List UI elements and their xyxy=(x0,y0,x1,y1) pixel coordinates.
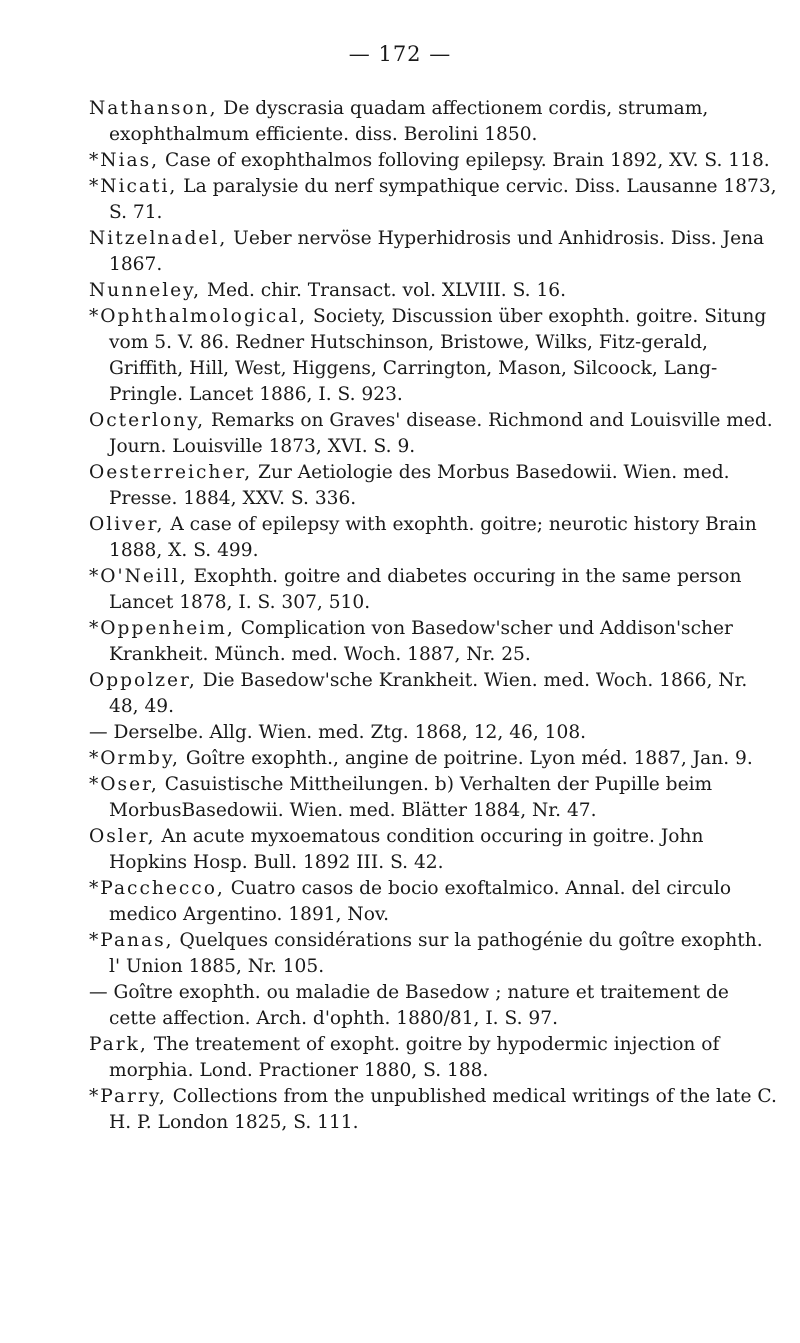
bibliography-entry xyxy=(89,668,779,720)
entry-author: *O'Neill, xyxy=(89,566,188,587)
entry-author: Park, xyxy=(89,1034,148,1055)
bibliography-entry xyxy=(89,278,779,304)
bibliography-entry xyxy=(89,1084,779,1136)
entry-text: Die Basedow'sche Krankheit. Wien. med. Woch. 1866, Nr. 48, 49. xyxy=(109,670,748,717)
entry-text: A case of epilepsy with exophth. goitre; neurotic history Brain 1888, X. S. 499. xyxy=(109,514,757,561)
bibliography-list xyxy=(89,96,779,1136)
entry-author: *Ormby, xyxy=(89,748,180,769)
page-number: — 172 — xyxy=(348,42,452,66)
entry-text: — Goître exophth. ou maladie de Basedow ; nature et traitement de cette affection. Arch. d'ophth. 1880/81, I. S. 97. xyxy=(89,982,729,1029)
bibliography-entry xyxy=(89,928,779,980)
bibliography-entry xyxy=(89,512,779,564)
entry-author: Oesterreicher, xyxy=(89,462,253,483)
entry-author: *Parry, xyxy=(89,1086,167,1107)
entry-text: Goître exophth., angine de poitrine. Lyon méd. 1887, Jan. 9. xyxy=(179,748,753,769)
bibliography-entry xyxy=(89,96,779,148)
bibliography-entry xyxy=(89,980,779,1032)
bibliography-entry xyxy=(89,824,779,876)
entry-author: *Nias, xyxy=(89,150,160,171)
bibliography-entry xyxy=(89,174,779,226)
entry-text: — Derselbe. Allg. Wien. med. Ztg. 1868, 12, 46, 108. xyxy=(89,722,587,743)
entry-text: De dyscrasia quadam affectionem cordis, strumam, exophthalmum efficiente. diss. Berolini 1850. xyxy=(109,98,709,145)
entry-author: *Oser, xyxy=(89,774,159,795)
entry-text: Complication von Basedow'scher und Addison'scher Krankheit. Münch. med. Woch. 1887, Nr. 25. xyxy=(109,618,733,665)
entry-text: Quelques considérations sur la pathogénie du goître exophth. l' Union 1885, Nr. 105. xyxy=(109,930,763,977)
entry-author: *Pacchecco, xyxy=(89,878,225,899)
bibliography-entry xyxy=(89,1032,779,1084)
bibliography-entry xyxy=(89,226,779,278)
entry-text: Zur Aetiologie des Morbus Basedowii. Wien. med. Presse. 1884, XXV. S. 336. xyxy=(109,462,730,509)
bibliography-entry xyxy=(89,746,779,772)
bibliography-entry xyxy=(89,720,779,746)
entry-text: Remarks on Graves' disease. Richmond and Louisville med. Journ. Louisville 1873, XVI. S. 9. xyxy=(109,410,773,457)
bibliography-entry xyxy=(89,304,779,408)
entry-author: Nitzelnadel, xyxy=(89,228,228,249)
entry-author: *Panas, xyxy=(89,930,174,951)
entry-author: Octerlony, xyxy=(89,410,206,431)
entry-author: Nunneley, xyxy=(89,280,202,301)
entry-author: *Oppenheim, xyxy=(89,618,235,639)
bibliography-entry xyxy=(89,564,779,616)
entry-text: Cuatro casos de bocio exoftalmico. Annal. del circulo medico Argentino. 1891, Nov. xyxy=(109,878,732,925)
bibliography-entry xyxy=(89,772,779,824)
entry-text: An acute myxoematous condition occuring in goitre. John Hopkins Hosp. Bull. 1892 III. S. 42. xyxy=(109,826,704,873)
entry-text: Casuistische Mittheilungen. b) Verhalten der Pupille beim MorbusBasedowii. Wien. med. Blätter 1884, Nr. 47. xyxy=(109,774,713,821)
entry-author: Oppolzer, xyxy=(89,670,197,691)
bibliography-entry xyxy=(89,148,779,174)
entry-author: Oliver, xyxy=(89,514,165,535)
entry-text: Case of exophthalmos folloving epilepsy. Brain 1892, XV. S. 118. xyxy=(159,150,770,171)
entry-text: Society, Discussion über exophth. goitre. Situng vom 5. V. 86. Redner Hutschinson, Bristowe, Wilks, Fitz-gerald, Griffith, Hill, West, Higgens, Carrington, Mason, Silcoock, Lang-Pringle. Lancet 1886, I. S. 923. xyxy=(109,306,767,405)
entry-text: Exophth. goitre and diabetes occuring in the same person Lancet 1878, I. S. 307, 510. xyxy=(109,566,742,613)
entry-text: La paralysie du nerf sympathique cervic. Diss. Lausanne 1873, S. 71. xyxy=(109,176,777,223)
entry-text: The treatement of exopht. goitre by hypodermic injection of morphia. Lond. Practioner 1880, S. 188. xyxy=(109,1034,720,1081)
entry-text: Ueber nervöse Hyperhidrosis und Anhidrosis. Diss. Jena 1867. xyxy=(109,228,765,275)
entry-author: Osler, xyxy=(89,826,156,847)
bibliography-entry xyxy=(89,876,779,928)
entry-text: Collections from the unpublished medical writings of the late C. H. P. London 1825, S. 111. xyxy=(109,1086,777,1133)
entry-author: Nathanson, xyxy=(89,98,218,119)
entry-author: *Nicati, xyxy=(89,176,178,197)
entry-text: Med. chir. Transact. vol. XLVIII. S. 16. xyxy=(201,280,567,301)
entry-author: *Ophthalmological, xyxy=(89,306,308,327)
bibliography-entry xyxy=(89,460,779,512)
bibliography-entry xyxy=(89,616,779,668)
bibliography-entry xyxy=(89,408,779,460)
